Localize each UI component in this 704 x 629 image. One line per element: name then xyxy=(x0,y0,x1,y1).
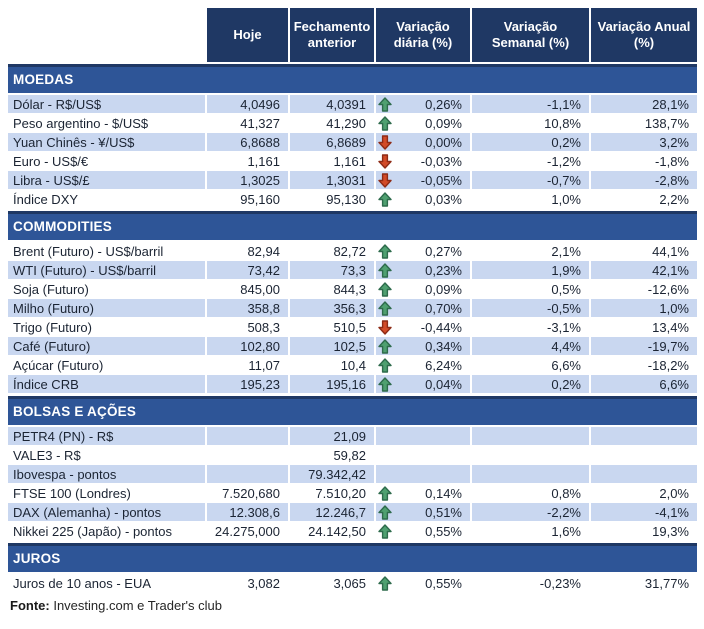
cell-variacao-anual xyxy=(591,427,697,445)
cell-hoje: 3,082 xyxy=(247,575,280,591)
arrow-up-icon xyxy=(378,96,393,112)
cell-fechamento: 59,82 xyxy=(333,447,366,463)
cell-hoje: 82,94 xyxy=(247,243,280,259)
cell-hoje: 845,00 xyxy=(240,281,280,297)
arrow-up-icon xyxy=(378,243,393,259)
row-label: Trigo (Futuro) xyxy=(13,319,92,335)
section-header: JUROS xyxy=(8,543,697,572)
table-row xyxy=(8,171,697,190)
row-label: DAX (Alemanha) - pontos xyxy=(8,503,205,521)
cell-fechamento: 844,3 xyxy=(333,281,366,297)
cell-variacao-diaria xyxy=(376,318,470,336)
cell-hoje: 102,80 xyxy=(207,337,288,355)
cell-variacao-diaria xyxy=(376,522,470,540)
cell-variacao-diaria xyxy=(376,114,470,132)
arrow-down-icon xyxy=(378,134,393,150)
row-label: VALE3 - R$ xyxy=(13,447,81,463)
cell-hoje: 7.520,680 xyxy=(222,485,280,501)
table-row xyxy=(8,503,697,522)
cell-fechamento: 510,5 xyxy=(333,319,366,335)
variacao-diaria-value: -0,03% xyxy=(420,153,462,169)
cell-variacao-diaria xyxy=(376,503,470,521)
table-row xyxy=(8,114,697,133)
cell-variacao-anual: 2,2% xyxy=(659,191,689,207)
row-label: PETR4 (PN) - R$ xyxy=(8,427,205,445)
cell-variacao-diaria xyxy=(376,446,470,464)
cell-variacao-diaria xyxy=(376,242,470,260)
row-label: Brent (Futuro) - US$/barril xyxy=(13,243,164,259)
cell-fechamento: 3,065 xyxy=(333,575,366,591)
cell-hoje: 1,161 xyxy=(247,153,280,169)
section-header: COMMODITIES xyxy=(8,211,697,240)
cell-variacao-semanal xyxy=(472,427,589,445)
cell-variacao-anual: 44,1% xyxy=(652,243,689,259)
variacao-diaria-value: 0,14% xyxy=(425,485,462,501)
cell-hoje xyxy=(207,465,288,483)
source-line xyxy=(8,593,697,613)
variacao-diaria-value: 0,51% xyxy=(425,504,462,520)
arrow-up-icon xyxy=(378,262,393,278)
cell-variacao-anual: -19,7% xyxy=(591,337,697,355)
row-label: Libra - US$/£ xyxy=(8,171,205,189)
cell-fechamento: 195,16 xyxy=(290,375,374,393)
row-label: FTSE 100 (Londres) xyxy=(13,485,131,501)
cell-variacao-diaria xyxy=(376,95,470,113)
cell-hoje: 41,327 xyxy=(240,115,280,131)
cell-variacao-semanal: -1,1% xyxy=(472,95,589,113)
row-label: Índice DXY xyxy=(13,191,79,207)
cell-variacao-anual xyxy=(591,465,697,483)
cell-fechamento: 41,290 xyxy=(326,115,366,131)
cell-variacao-semanal: -0,5% xyxy=(472,299,589,317)
cell-variacao-anual: -12,6% xyxy=(647,281,689,297)
cell-fechamento: 10,4 xyxy=(340,357,366,373)
arrow-up-icon xyxy=(378,115,393,131)
cell-hoje: 95,160 xyxy=(240,191,280,207)
cell-variacao-semanal: 1,0% xyxy=(551,191,581,207)
cell-variacao-anual xyxy=(591,446,697,464)
arrow-up-icon xyxy=(378,338,393,354)
cell-hoje: 508,3 xyxy=(247,319,280,335)
column-header-hoje: Hoje xyxy=(207,8,288,62)
cell-hoje: 11,07 xyxy=(248,357,280,373)
cell-fechamento: 7.510,20 xyxy=(315,485,366,501)
cell-variacao-diaria xyxy=(376,375,470,393)
arrow-down-icon xyxy=(378,172,393,188)
cell-variacao-anual: 42,1% xyxy=(591,261,697,279)
table-row xyxy=(8,465,697,484)
cell-variacao-semanal xyxy=(472,446,589,464)
cell-hoje: 24.275,000 xyxy=(214,523,280,539)
table-row xyxy=(8,318,697,337)
cell-variacao-anual: -4,1% xyxy=(591,503,697,521)
cell-fechamento: 356,3 xyxy=(290,299,374,317)
cell-variacao-diaria xyxy=(376,484,470,502)
cell-fechamento: 4,0391 xyxy=(290,95,374,113)
arrow-down-icon xyxy=(378,319,393,335)
cell-variacao-semanal: -0,7% xyxy=(472,171,589,189)
column-header-var-diaria: Variação diária (%) xyxy=(376,8,470,62)
cell-variacao-anual: 31,77% xyxy=(644,575,689,591)
cell-hoje: 73,42 xyxy=(207,261,288,279)
row-label: Yuan Chinês - ¥/US$ xyxy=(8,133,205,151)
arrow-up-icon xyxy=(378,191,393,207)
cell-variacao-diaria xyxy=(376,133,470,151)
table-row xyxy=(8,190,697,209)
cell-variacao-semanal: -2,2% xyxy=(472,503,589,521)
variacao-diaria-value: 0,34% xyxy=(425,338,462,354)
cell-variacao-diaria xyxy=(376,261,470,279)
trend-icon-slot xyxy=(378,447,393,463)
cell-variacao-diaria xyxy=(376,574,470,592)
table-row xyxy=(8,484,697,503)
row-label: Dólar - R$/US$ xyxy=(8,95,205,113)
variacao-diaria-value: -0,05% xyxy=(420,172,462,188)
table-row xyxy=(8,427,697,446)
cell-variacao-semanal: 10,8% xyxy=(544,115,581,131)
column-header-var-anual: Variação Anual (%) xyxy=(591,8,697,62)
row-label: Café (Futuro) xyxy=(8,337,205,355)
section-header: MOEDAS xyxy=(8,64,697,93)
variacao-diaria-value: 0,00% xyxy=(425,134,462,150)
cell-variacao-diaria xyxy=(376,337,470,355)
cell-variacao-anual: -1,8% xyxy=(655,153,689,169)
table-row xyxy=(8,242,697,261)
variacao-diaria-value: 0,55% xyxy=(425,523,462,539)
column-header-fechamento: Fechamento anterior xyxy=(290,8,374,62)
cell-variacao-anual: 2,0% xyxy=(659,485,689,501)
arrow-up-icon xyxy=(378,485,393,501)
cell-variacao-diaria xyxy=(376,190,470,208)
cell-variacao-semanal: 0,2% xyxy=(472,133,589,151)
header-spacer xyxy=(8,8,205,62)
cell-fechamento: 73,3 xyxy=(290,261,374,279)
cell-fechamento: 1,161 xyxy=(333,153,366,169)
cell-variacao-diaria xyxy=(376,152,470,170)
table-row xyxy=(8,375,697,394)
variacao-diaria-value: 0,03% xyxy=(425,191,462,207)
source-label: Fonte: xyxy=(10,598,50,613)
table-row xyxy=(8,299,697,318)
cell-fechamento: 102,5 xyxy=(290,337,374,355)
cell-fechamento: 21,09 xyxy=(290,427,374,445)
variacao-diaria-value: -0,44% xyxy=(420,319,462,335)
table-body xyxy=(8,64,697,593)
column-header-var-semanal: Variação Semanal (%) xyxy=(472,8,589,62)
cell-fechamento: 95,130 xyxy=(326,191,366,207)
cell-fechamento: 82,72 xyxy=(333,243,366,259)
arrow-down-icon xyxy=(378,153,393,169)
row-label: Peso argentino - $/US$ xyxy=(13,115,149,131)
cell-variacao-anual: 19,3% xyxy=(652,523,689,539)
cell-hoje: 12.308,6 xyxy=(207,503,288,521)
table-row xyxy=(8,261,697,280)
cell-variacao-semanal: 0,8% xyxy=(551,485,581,501)
row-label: Ibovespa - pontos xyxy=(8,465,205,483)
arrow-up-icon xyxy=(378,575,393,591)
cell-fechamento: 24.142,50 xyxy=(308,523,366,539)
cell-variacao-anual: 13,4% xyxy=(652,319,689,335)
arrow-up-icon xyxy=(378,376,393,392)
cell-variacao-diaria xyxy=(376,465,470,483)
cell-variacao-semanal: 6,6% xyxy=(551,357,581,373)
cell-variacao-anual: -2,8% xyxy=(591,171,697,189)
cell-fechamento: 1,3031 xyxy=(290,171,374,189)
variacao-diaria-value: 0,23% xyxy=(425,262,462,278)
arrow-up-icon xyxy=(378,300,393,316)
row-label: Milho (Futuro) xyxy=(8,299,205,317)
arrow-up-icon xyxy=(378,504,393,520)
variacao-diaria-value: 0,27% xyxy=(425,243,462,259)
table-row xyxy=(8,574,697,593)
table-row xyxy=(8,95,697,114)
variacao-diaria-value: 0,09% xyxy=(425,281,462,297)
variacao-diaria-value: 0,26% xyxy=(425,96,462,112)
row-label: WTI (Futuro) - US$/barril xyxy=(8,261,205,279)
cell-variacao-semanal: 1,9% xyxy=(472,261,589,279)
cell-variacao-semanal: 0,2% xyxy=(472,375,589,393)
variacao-diaria-value: 0,55% xyxy=(425,575,462,591)
cell-variacao-anual: 138,7% xyxy=(644,115,689,131)
cell-variacao-semanal xyxy=(472,465,589,483)
variacao-diaria-value: 6,24% xyxy=(425,357,462,373)
cell-hoje xyxy=(207,446,288,464)
cell-hoje xyxy=(207,427,288,445)
cell-variacao-diaria xyxy=(376,427,470,445)
cell-hoje: 1,3025 xyxy=(207,171,288,189)
table-row xyxy=(8,356,697,375)
trend-icon-slot xyxy=(378,428,393,444)
table-row xyxy=(8,446,697,465)
cell-variacao-semanal: 2,1% xyxy=(551,243,581,259)
source-text: Investing.com e Trader's club xyxy=(49,598,223,613)
row-label: Índice CRB xyxy=(8,375,205,393)
table-row xyxy=(8,280,697,299)
row-label: Nikkei 225 (Japão) - pontos xyxy=(13,523,172,539)
cell-variacao-semanal: -0,23% xyxy=(539,575,581,591)
cell-hoje: 358,8 xyxy=(207,299,288,317)
cell-variacao-semanal: 0,5% xyxy=(551,281,581,297)
cell-variacao-anual: 1,0% xyxy=(591,299,697,317)
cell-fechamento: 12.246,7 xyxy=(290,503,374,521)
section-header: BOLSAS E AÇÕES xyxy=(8,396,697,425)
arrow-up-icon xyxy=(378,523,393,539)
table-row xyxy=(8,152,697,171)
cell-variacao-semanal: 4,4% xyxy=(472,337,589,355)
table-row xyxy=(8,337,697,356)
arrow-up-icon xyxy=(378,357,393,373)
row-label: Soja (Futuro) xyxy=(13,281,89,297)
row-label: Euro - US$/€ xyxy=(13,153,89,169)
variacao-diaria-value: 0,09% xyxy=(425,115,462,131)
cell-variacao-diaria xyxy=(376,280,470,298)
cell-variacao-anual: 3,2% xyxy=(591,133,697,151)
table-row xyxy=(8,522,697,541)
table-row xyxy=(8,133,697,152)
cell-fechamento: 79.342,42 xyxy=(290,465,374,483)
cell-variacao-semanal: -3,1% xyxy=(547,319,581,335)
cell-variacao-semanal: -1,2% xyxy=(547,153,581,169)
cell-variacao-anual: 6,6% xyxy=(591,375,697,393)
cell-variacao-anual: -18,2% xyxy=(647,357,689,373)
cell-hoje: 195,23 xyxy=(207,375,288,393)
variacao-diaria-value: 0,70% xyxy=(425,300,462,316)
trend-icon-slot xyxy=(378,466,393,482)
cell-hoje: 4,0496 xyxy=(207,95,288,113)
row-label: Juros de 10 anos - EUA xyxy=(13,575,152,591)
cell-variacao-diaria xyxy=(376,171,470,189)
row-label: Açúcar (Futuro) xyxy=(13,357,104,373)
cell-variacao-semanal: 1,6% xyxy=(551,523,581,539)
cell-variacao-diaria xyxy=(376,299,470,317)
arrow-up-icon xyxy=(378,281,393,297)
table-header-row xyxy=(8,8,697,62)
cell-hoje: 6,8688 xyxy=(207,133,288,151)
variacao-diaria-value: 0,04% xyxy=(425,376,462,392)
cell-variacao-anual: 28,1% xyxy=(591,95,697,113)
cell-variacao-diaria xyxy=(376,356,470,374)
cell-fechamento: 6,8689 xyxy=(290,133,374,151)
